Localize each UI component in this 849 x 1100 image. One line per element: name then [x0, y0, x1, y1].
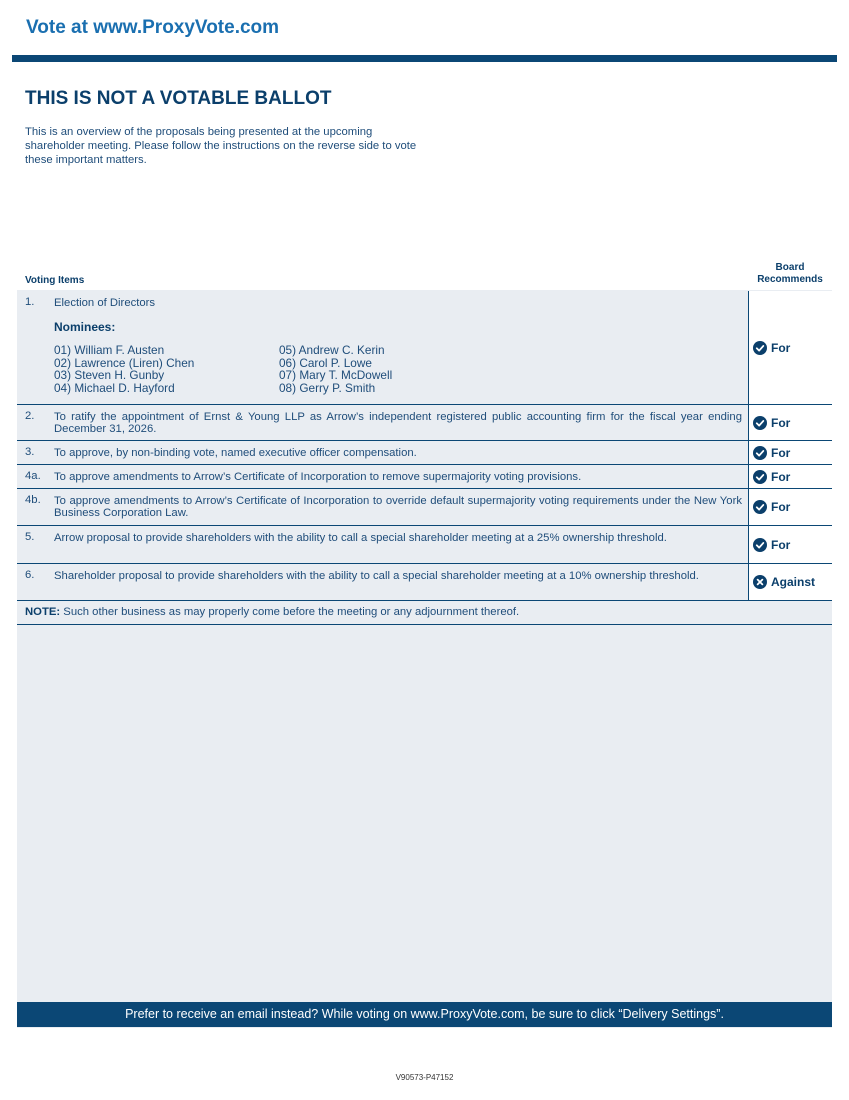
board-header-line1: Board — [775, 262, 805, 273]
nominee: 05) Andrew C. Kerin — [279, 343, 385, 357]
nominee: 08) Gerry P. Smith — [279, 380, 376, 395]
board-recommendation — [748, 526, 832, 563]
voting-item-1 — [17, 291, 832, 405]
check-circle-icon — [753, 538, 767, 552]
nominees-left-column — [54, 344, 194, 394]
item-text: To approve amendments to Arrow’s Certificate of Incorporation to override default supermajority voting requirements under the New York Business Corporation Law. — [54, 495, 742, 519]
nominee: 02) Lawrence (Liren) Chen — [54, 355, 195, 370]
recommendation-label: For — [771, 415, 791, 430]
header-divider — [12, 55, 837, 62]
board-recommendation — [748, 564, 832, 600]
note-text — [25, 606, 519, 618]
voting-item-6 — [17, 564, 832, 601]
board-recommendation — [748, 291, 832, 404]
board-recommendation — [748, 489, 832, 525]
intro-text: This is an overview of the proposals being presented at the upcoming shareholder meeting. Please follow the instructions on the reverse side to vote these important matters. — [25, 126, 417, 166]
board-recommendation — [748, 441, 832, 464]
check-circle-icon — [753, 470, 767, 484]
nominee: 04) Michael D. Hayford — [54, 380, 175, 395]
board-recommendation — [748, 405, 832, 440]
voting-item-5 — [17, 526, 832, 564]
voting-item-4b — [17, 489, 832, 526]
recommendation-label: For — [771, 537, 791, 552]
nominees-right-column — [279, 344, 392, 394]
voting-items-header: Voting Items — [25, 275, 85, 286]
item-number: 3. — [25, 446, 35, 458]
recommendation-label: For — [771, 500, 791, 514]
x-circle-icon — [753, 575, 767, 589]
check-circle-icon — [753, 416, 767, 430]
item-number: 6. — [25, 569, 35, 581]
board-header-line2: Recommends — [757, 274, 823, 285]
item-text: To approve, by non-binding vote, named executive officer compensation. — [54, 447, 417, 459]
item-text: Arrow proposal to provide shareholders with the ability to call a special shareholder meeting at a 25% ownership threshold. — [54, 532, 667, 544]
nominee: 03) Steven H. Gunby — [54, 368, 165, 382]
item-text: To approve amendments to Arrow’s Certificate of Incorporation to remove supermajority voting provisions. — [54, 471, 582, 483]
item-text: Election of Directors — [54, 297, 156, 309]
item-text: Shareholder proposal to provide shareholders with the ability to call a special shareholder meeting at a 10% ownership threshold. — [54, 570, 699, 582]
nominee: 07) Mary T. McDowell — [279, 368, 393, 382]
item-number: 1. — [25, 296, 35, 308]
check-circle-icon — [753, 500, 767, 514]
proxyvote-link[interactable]: Vote at www.ProxyVote.com — [26, 17, 280, 38]
check-circle-icon — [753, 446, 767, 460]
page-title: THIS IS NOT A VOTABLE BALLOT — [25, 88, 332, 109]
document-code: V90573-P47152 — [395, 1073, 454, 1082]
board-recommends-header — [748, 262, 832, 286]
note-label: NOTE: — [25, 606, 61, 618]
item-number: 4b. — [25, 494, 41, 506]
item-text: To ratify the appointment of Ernst & Young LLP as Arrow’s independent registered public accounting firm for the fiscal year ending December 31, 2026. — [54, 411, 742, 435]
nominee: 01) William F. Austen — [54, 343, 165, 357]
note-body: Such other business as may properly come before the meeting or any adjournment thereof. — [60, 606, 520, 618]
board-recommendation — [748, 465, 832, 488]
recommendation-label: For — [771, 340, 791, 355]
voting-item-2 — [17, 405, 832, 441]
nominee: 06) Carol P. Lowe — [279, 355, 372, 370]
recommendation-label: For — [771, 445, 791, 460]
item-number: 5. — [25, 531, 35, 543]
item-number: 4a. — [25, 470, 41, 482]
email-delivery-banner: Prefer to receive an email instead? While voting on www.ProxyVote.com, be sure to click “Delivery Settings”. — [17, 1002, 832, 1027]
voting-item-3 — [17, 441, 832, 465]
recommendation-label: Against — [771, 575, 816, 589]
item-number: 2. — [25, 410, 35, 422]
recommendation-label: For — [771, 469, 791, 484]
voting-item-4a — [17, 465, 832, 489]
nominees-label: Nominees: — [54, 320, 116, 334]
check-circle-icon — [753, 341, 767, 355]
